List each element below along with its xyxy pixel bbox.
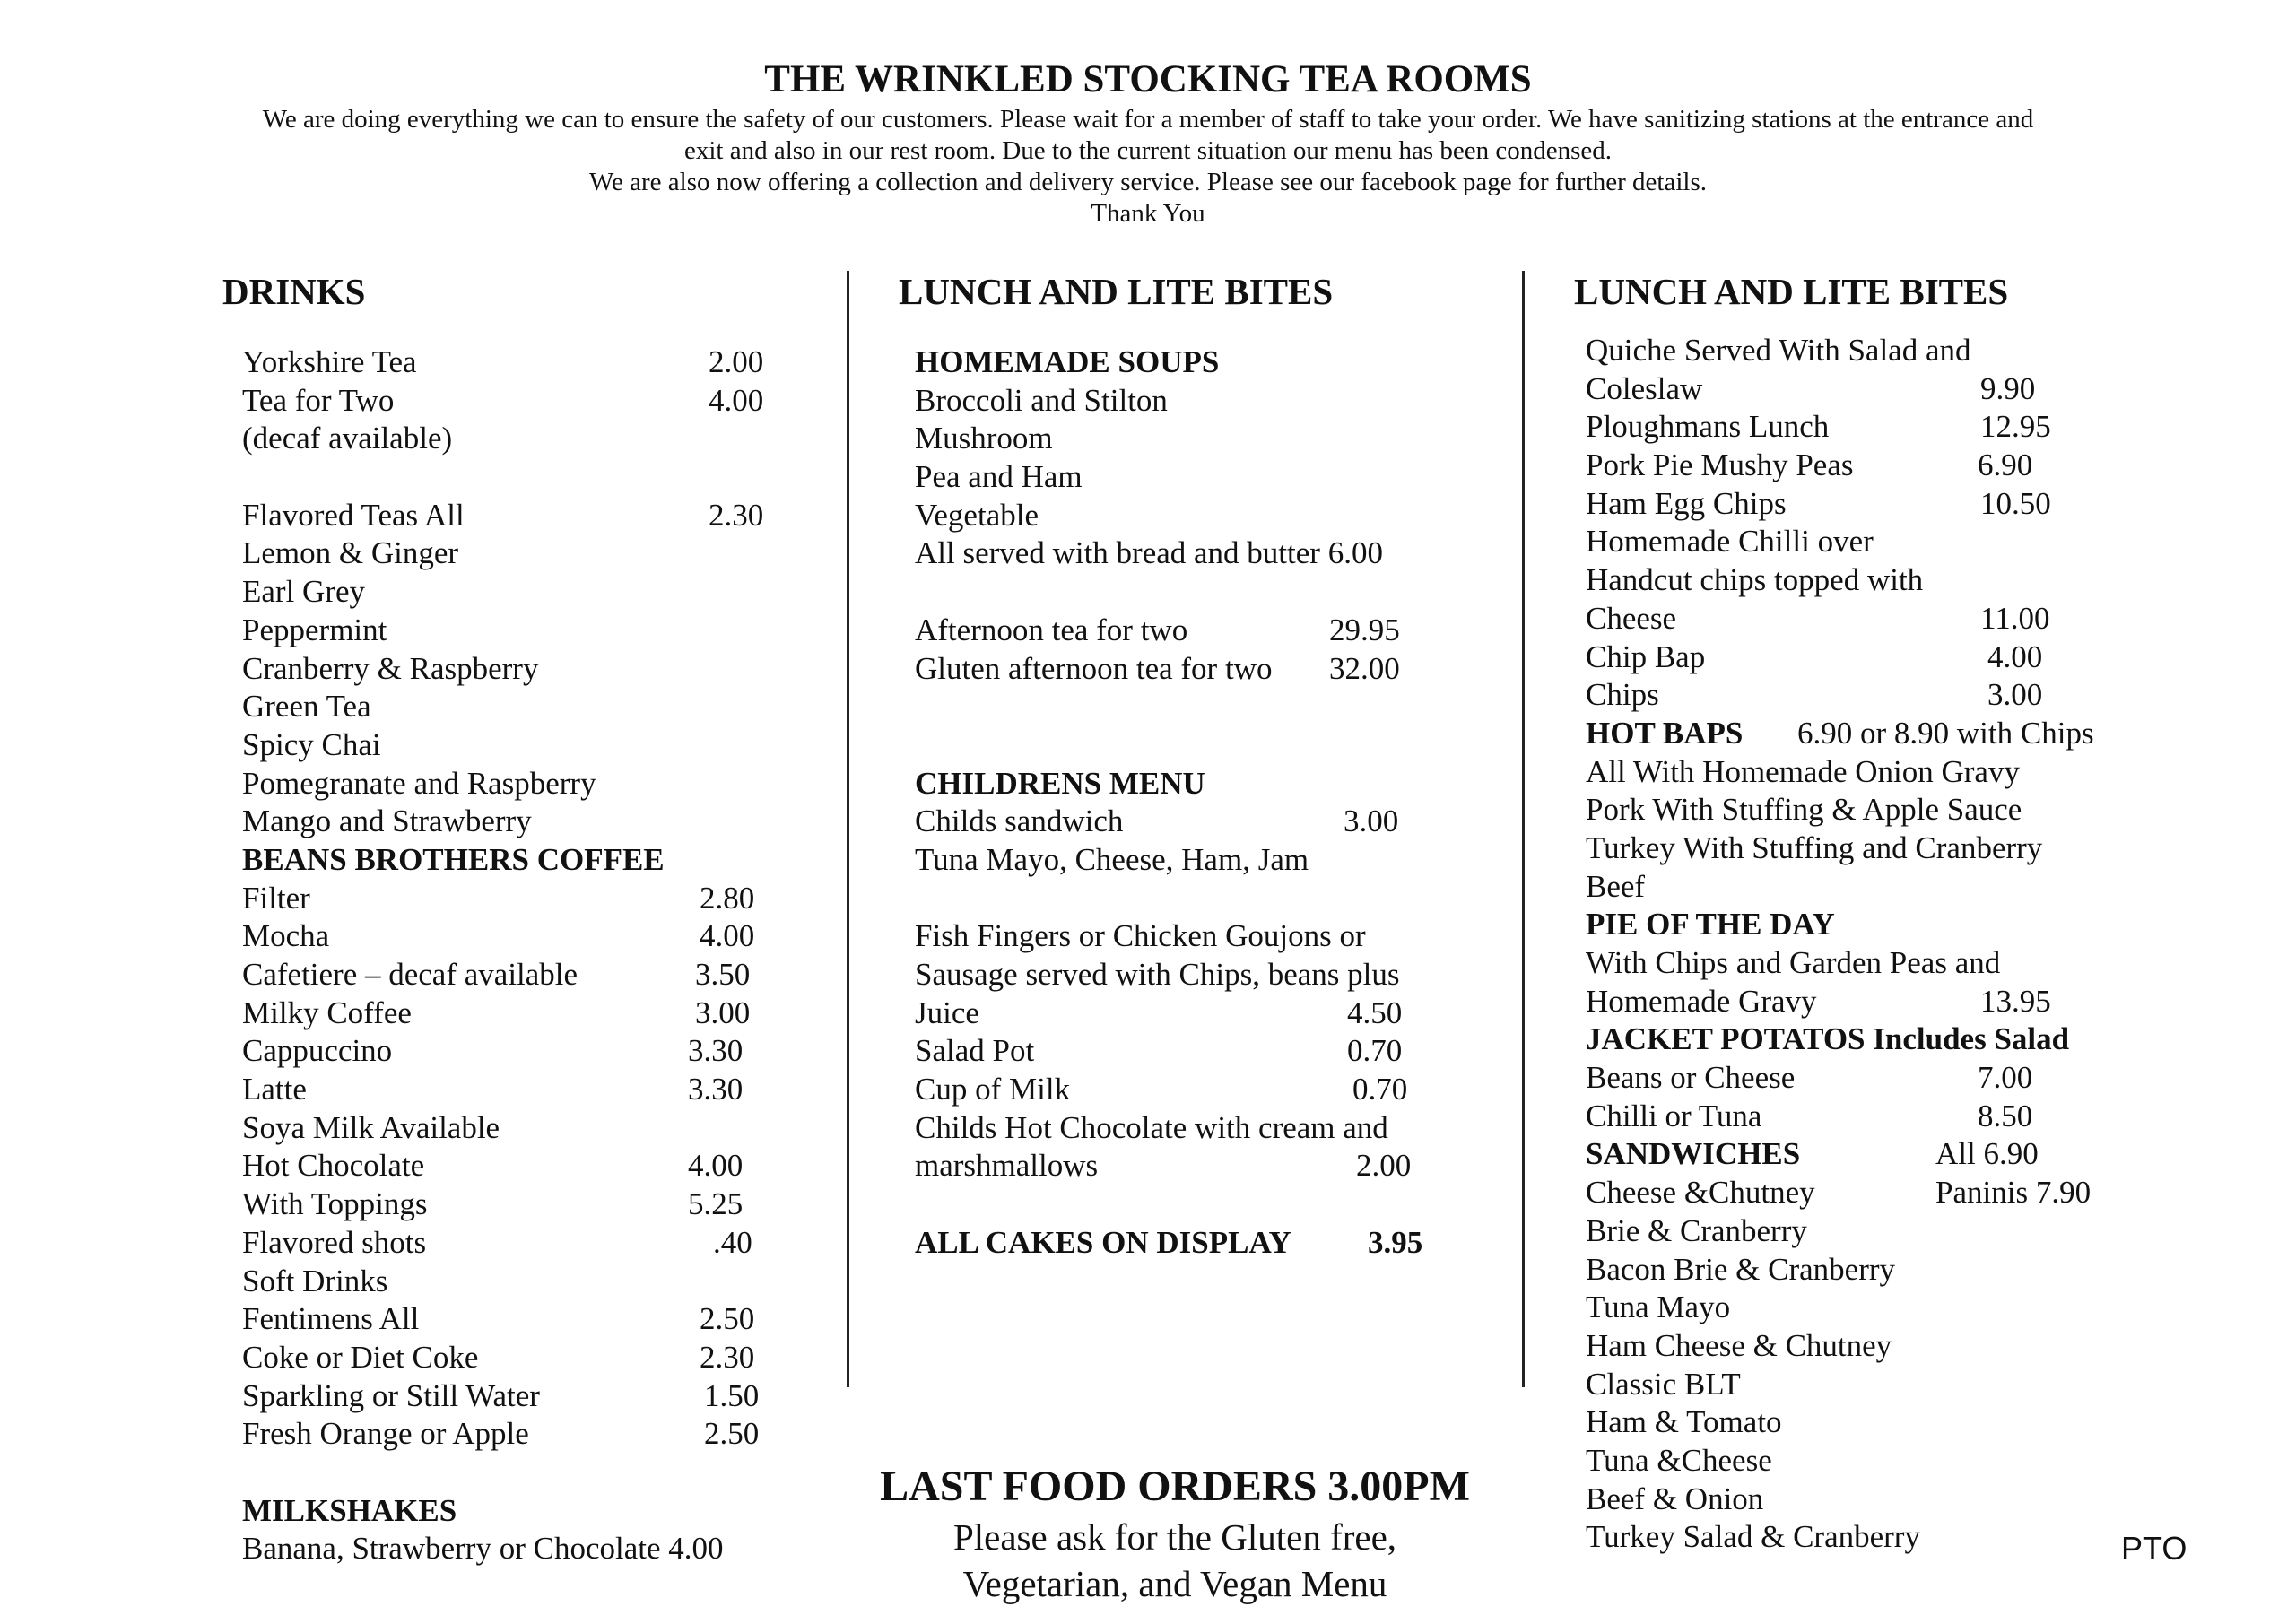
menu-item-name: Beans or Cheese [1586, 1060, 1796, 1096]
menu-item-price: 4.00 [688, 1148, 744, 1184]
menu-item-price: 3.50 [695, 957, 751, 992]
menu-item-name: Coke or Diet Coke [242, 1339, 479, 1375]
menu-item-name: Hot Chocolate [242, 1148, 425, 1184]
menu-item-price: 3.00 [1344, 803, 1399, 839]
menu-item-price: 0.70 [1347, 1033, 1403, 1069]
menu-item-name: Spicy Chai [242, 726, 381, 762]
menu-item-name: Cheese &Chutney [1586, 1175, 1815, 1211]
menu-item-name: Broccoli and Stilton [915, 382, 1168, 418]
menu-footer [762, 1460, 1587, 1607]
menu-item-price: 2.30 [700, 1339, 755, 1375]
menu-item-name: Beef & Onion [1586, 1481, 1764, 1516]
menu-item-price: 9.90 [1980, 370, 2036, 406]
menu-item-name: Latte [242, 1072, 307, 1107]
menu-item-price: 7.00 [1978, 1060, 2033, 1096]
menu-item-name: Lemon & Ginger [242, 535, 459, 571]
menu-item-name: All served with bread and butter 6.00 [915, 535, 1383, 571]
menu-item-name: Chip Bap [1586, 638, 1706, 674]
menu-item-name: Salad Pot [915, 1033, 1035, 1069]
menu-item-price: 3.00 [1987, 677, 2043, 713]
menu-item-name: Cup of Milk [915, 1072, 1071, 1107]
menu-item-name: Fresh Orange or Apple [242, 1416, 529, 1452]
menu-item-price: 2.00 [709, 344, 764, 379]
menu-item-price: 0.70 [1352, 1072, 1408, 1107]
menu-item-name: Quiche Served With Salad and [1586, 333, 1971, 368]
menu-item-name: Pork Pie Mushy Peas [1586, 447, 1854, 483]
menu-item-name: Afternoon tea for two [915, 612, 1188, 647]
menu-item-name: Sausage served with Chips, beans plus [915, 957, 1400, 992]
menu-item-name: Cranberry & Raspberry [242, 650, 539, 686]
menu-item-price: 3.95 [1368, 1224, 1423, 1260]
menu-item-price: 3.00 [695, 994, 751, 1030]
menu-item-name: HOMEMADE SOUPS [915, 344, 1220, 379]
menu-item-price: .40 [713, 1224, 752, 1260]
menu-item-name: Mango and Strawberry [242, 803, 532, 839]
menu-item-name: Beef [1586, 868, 1646, 904]
menu-item-price: 5.25 [688, 1186, 744, 1222]
menu-item-name: Turkey With Stuffing and Cranberry [1586, 829, 2043, 865]
menu-item-name: Gluten afternoon tea for two [915, 650, 1273, 686]
menu-item-price: 12.95 [1980, 409, 2051, 445]
column-divider [1522, 271, 1525, 1387]
menu-item-price: 8.50 [1978, 1098, 2033, 1133]
dietary-menu-note: Vegetarian, and Vegan Menu [962, 1563, 1387, 1604]
menu-item-name: Ham Cheese & Chutney [1586, 1327, 1892, 1363]
menu-item-price: 13.95 [1980, 983, 2051, 1019]
menu-item-name: ALL CAKES ON DISPLAY [915, 1224, 1292, 1260]
menu-item-name: MILKSHAKES [242, 1492, 457, 1528]
menu-item-name: Pea and Ham [915, 459, 1083, 495]
menu-item-name: Juice [915, 994, 979, 1030]
pto-label: PTO [2121, 1530, 2187, 1567]
menu-item-price: 4.00 [1987, 638, 2043, 674]
menu-item-name: Peppermint [242, 612, 387, 647]
notice-line: Thank You [1091, 199, 1205, 228]
menu-item-name: Flavored Teas All [242, 497, 465, 533]
menu-item-name: Tuna Mayo, Cheese, Ham, Jam [915, 841, 1309, 877]
menu-item-name: Yorkshire Tea [242, 344, 417, 379]
menu-item-price: 10.50 [1980, 485, 2051, 521]
menu-item-name: With Toppings [242, 1186, 428, 1222]
menu-item-price: 2.50 [704, 1416, 760, 1452]
menu-item-price: 2.50 [700, 1301, 755, 1337]
menu-item-name: Milky Coffee [242, 994, 412, 1030]
menu-header [0, 56, 2296, 230]
menu-item-name: Brie & Cranberry [1586, 1212, 1807, 1248]
menu-item-name: Childs sandwich [915, 803, 1124, 839]
menu-item-name: Turkey Salad & Cranberry [1586, 1519, 1920, 1555]
menu-item-name: Tuna Mayo [1586, 1290, 1731, 1325]
menu-item-name: JACKET POTATOS Includes Salad [1586, 1021, 2070, 1057]
menu-item-name: Filter [242, 880, 310, 916]
menu-item-name: Soya Milk Available [242, 1109, 500, 1145]
menu-item-name: Childs Hot Chocolate with cream and [915, 1109, 1388, 1145]
menu-item-name: Classic BLT [1586, 1366, 1741, 1402]
menu-item-name: Sparkling or Still Water [242, 1377, 540, 1413]
menu-item-price: 29.95 [1329, 612, 1400, 647]
menu-item-name: Bacon Brie & Cranberry [1586, 1251, 1896, 1287]
menu-item-price: 2.80 [700, 880, 755, 916]
menu-item-name: BEANS BROTHERS COFFEE [242, 841, 665, 877]
menu-item-name: CHILDRENS MENU [915, 765, 1205, 801]
menu-item-name: marshmallows [915, 1148, 1099, 1184]
menu-item-name: Chilli or Tuna [1586, 1098, 1762, 1133]
menu-item-name: Fish Fingers or Chicken Goujons or [915, 918, 1366, 954]
menu-item-name: Ploughmans Lunch [1586, 409, 1830, 445]
menu-item-name: Tuna &Cheese [1586, 1442, 1772, 1478]
menu-item-name: With Chips and Garden Peas and [1586, 945, 2001, 980]
menu-item-name: Pork With Stuffing & Apple Sauce [1586, 792, 2022, 828]
menu-item-price: 3.30 [688, 1072, 744, 1107]
menu-item-name: SANDWICHES [1586, 1136, 1801, 1172]
menu-item-name: Cappuccino [242, 1033, 393, 1069]
menu-item-price: 2.30 [709, 497, 764, 533]
menu-item-name: Banana, Strawberry or Chocolate 4.00 [242, 1531, 724, 1567]
menu-item-name: Mocha [242, 918, 330, 954]
menu-item-price: 6.90 or 8.90 with Chips [1797, 715, 2094, 751]
menu-item-price: 2.00 [1356, 1148, 1412, 1184]
menu-item-name: Fentimens All [242, 1301, 420, 1337]
menu-item-price: 3.30 [688, 1033, 744, 1069]
menu-item-price: 1.50 [704, 1377, 760, 1413]
page-title: THE WRINKLED STOCKING TEA ROOMS [764, 58, 1532, 100]
menu-item-name: Handcut chips topped with [1586, 562, 1924, 598]
menu-item-price: 32.00 [1329, 650, 1400, 686]
menu-item-name: Tea for Two [242, 382, 395, 418]
menu-item-name: Earl Grey [242, 574, 366, 610]
drinks-title: DRINKS [222, 271, 366, 312]
lunch-middle-title: LUNCH AND LITE BITES [899, 271, 1334, 312]
menu-item-name: All With Homemade Onion Gravy [1586, 753, 2020, 789]
column-divider [847, 271, 849, 1387]
menu-item-name: Cheese [1586, 600, 1677, 636]
menu-item-name: Cafetiere – decaf available [242, 957, 578, 992]
lunch-right-title: LUNCH AND LITE BITES [1574, 271, 2009, 312]
menu-item-price: 4.50 [1347, 994, 1403, 1030]
dietary-menu-note: Please ask for the Gluten free, [952, 1516, 1397, 1558]
notice-line: exit and also in our rest room. Due to the current situation our menu has been condensed. [683, 136, 1613, 165]
menu-item-name: Green Tea [242, 689, 371, 725]
menu-item-name: HOT BAPS [1586, 715, 1744, 751]
menu-item-price: 4.00 [700, 918, 755, 954]
menu-item-price: All 6.90 [1935, 1136, 2039, 1172]
menu-item-name: Soft Drinks [242, 1263, 388, 1298]
menu-item-name: (decaf available) [242, 421, 453, 456]
menu-item-name: Coleslaw [1586, 370, 1703, 406]
menu-item-name: Flavored shots [242, 1224, 427, 1260]
menu-item-price: 6.90 [1978, 447, 2033, 483]
menu-item-price: Paninis 7.90 [1935, 1175, 2092, 1211]
menu-item-name: PIE OF THE DAY [1586, 907, 1835, 942]
notice-line: We are also now offering a collection and delivery service. Please see our facebook page for further details. [588, 168, 1708, 196]
menu-item-name: Ham & Tomato [1586, 1404, 1782, 1440]
menu-item-name: Mushroom [915, 421, 1053, 456]
menu-item-name: Ham Egg Chips [1586, 485, 1787, 521]
menu-item-name: Pomegranate and Raspberry [242, 765, 596, 801]
notice-line: We are doing everything we can to ensure the safety of our customers. Please wait for a member of staff to take your order. We have sanitizing stations at the entrance and [262, 105, 2034, 134]
menu-item-price: 11.00 [1980, 600, 2050, 636]
menu-item-name: Homemade Gravy [1586, 983, 1817, 1019]
last-orders-notice: LAST FOOD ORDERS 3.00PM [880, 1463, 1470, 1510]
menu-item-name: Chips [1586, 677, 1659, 713]
menu-item-price: 4.00 [709, 382, 764, 418]
menu-item-name: Vegetable [915, 497, 1039, 533]
menu-item-name: Homemade Chilli over [1586, 524, 1874, 560]
